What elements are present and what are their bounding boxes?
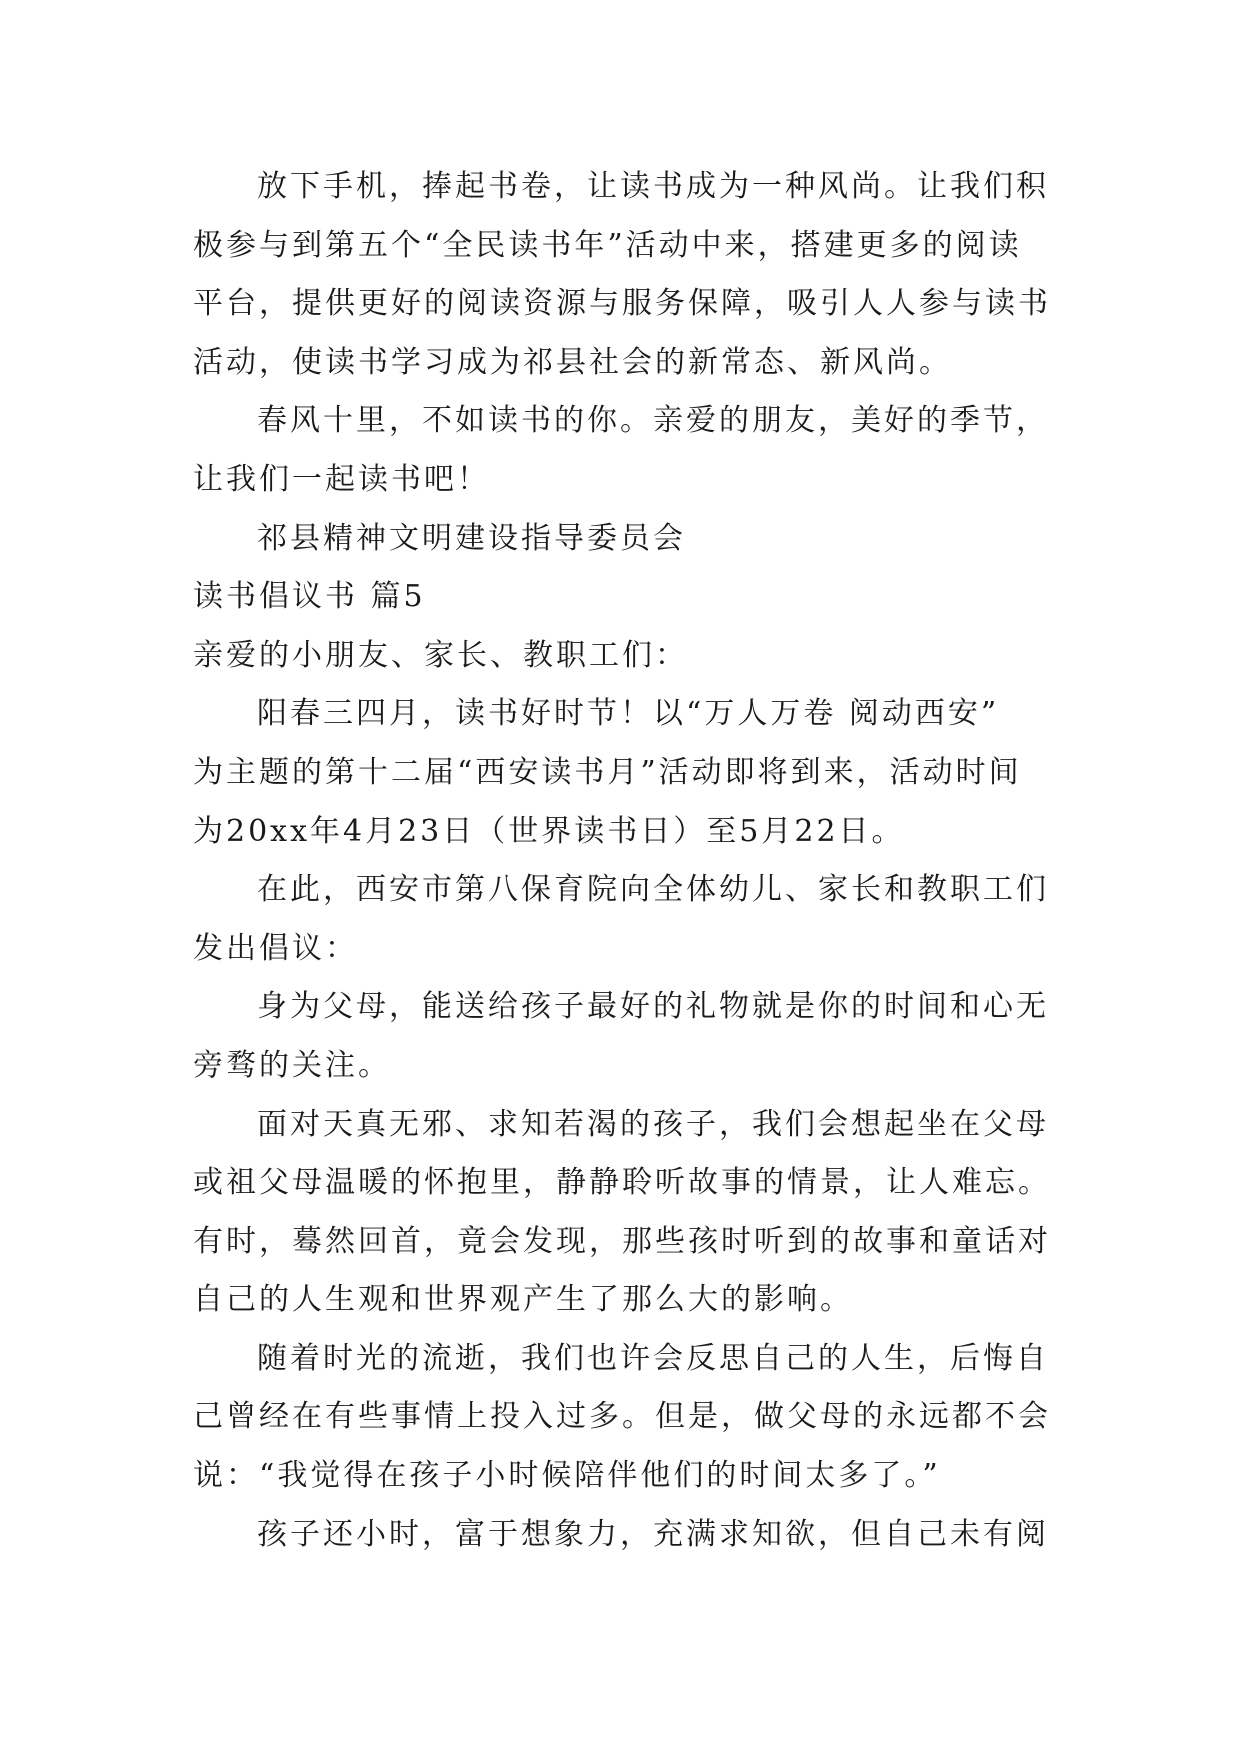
text-line: 活动，使读书学习成为祁县社会的新常态、新风尚。 [193, 344, 952, 380]
text-line: 旁骛的关注。 [193, 1047, 391, 1083]
text-line: 为主题的第十二届“西安读书月”活动即将到来，活动时间 [193, 754, 1022, 790]
section-heading: 读书倡议书 篇5 [193, 579, 426, 615]
text-line: 己曾经在有些事情上投入过多。但是，做父母的永远都不会 [193, 1399, 1051, 1435]
signature-line: 祁县精神文明建设指导委员会 [257, 520, 686, 556]
text-line: 极参与到第五个“全民读书年”活动中来，搭建更多的阅读 [193, 227, 1022, 263]
text-line: 身为父母，能送给孩子最好的礼物就是你的时间和心无 [257, 989, 1049, 1025]
text-line: 放下手机，捧起书卷，让读书成为一种风尚。让我们积 [257, 169, 1049, 204]
text-line: 发出倡议： [193, 930, 358, 966]
text-line: 让我们一起读书吧！ [193, 461, 490, 497]
salutation: 亲爱的小朋友、家长、教职工们： [193, 637, 688, 673]
text-line: 有时，蓦然回首，竟会发现，那些孩时听到的故事和童话对 [193, 1223, 1051, 1259]
text-line: 春风十里，不如读书的你。亲爱的朋友，美好的季节， [257, 403, 1049, 439]
text-line: 为20xx年4月23日（世界读书日）至5月22日。 [193, 813, 905, 849]
text-line: 或祖父母温暖的怀抱里，静静聆听故事的情景，让人难忘。 [193, 1165, 1051, 1201]
document-body [193, 158, 1073, 1564]
text-line: 平台，提供更好的阅读资源与服务保障，吸引人人参与读书 [193, 286, 1051, 322]
text-line: 孩子还小时，富于想象力，充满求知欲，但自己未有阅 [257, 1516, 1049, 1552]
text-line: 阳春三四月，读书好时节！以“万人万卷 阅动西安” [257, 696, 1000, 732]
text-line: 随着时光的流逝，我们也许会反思自己的人生，后悔自 [257, 1340, 1049, 1376]
text-line: 在此，西安市第八保育院向全体幼儿、家长和教职工们 [257, 872, 1049, 908]
text-line: 面对天真无邪、求知若渴的孩子，我们会想起坐在父母 [257, 1106, 1049, 1142]
text-line: 自己的人生观和世界观产生了那么大的影响。 [193, 1282, 853, 1318]
text-line: 说：“我觉得在孩子小时候陪伴他们的时间太多了。” [193, 1458, 941, 1494]
